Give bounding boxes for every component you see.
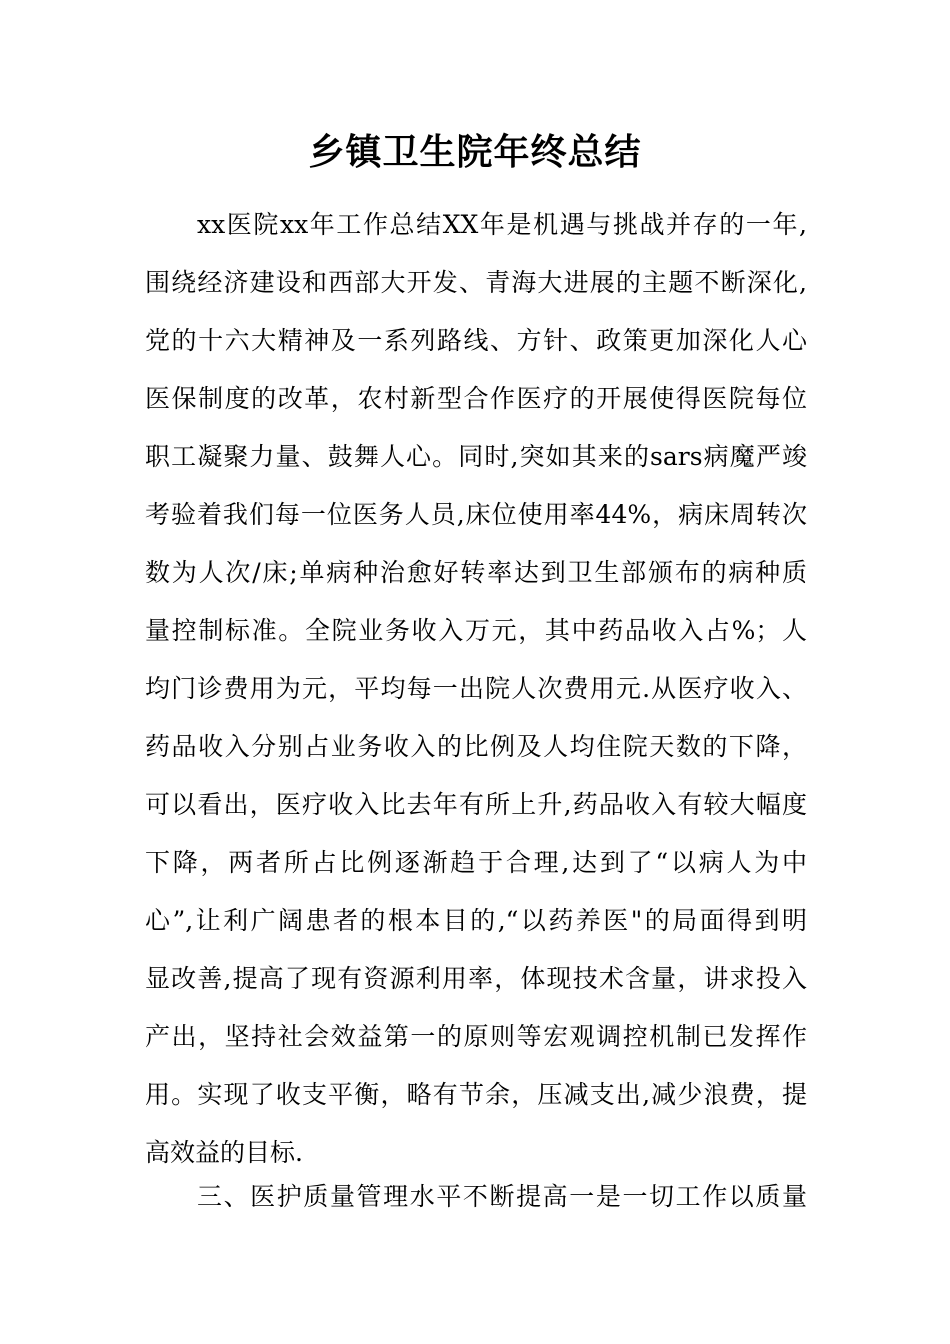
- text-line: 职工凝聚力量、鼓舞人心。同时,突如其来的sars病魔严竣: [145, 442, 807, 471]
- text-line: 党的十六大精神及一系列路线、方针、政策更加深化人心: [145, 326, 807, 355]
- document-title: 乡镇卫生院年终总结: [308, 131, 642, 173]
- text-line: 可以看出，医疗收入比去年有所上升,药品收入有较大幅度: [145, 790, 807, 819]
- text-line: 高效益的目标.: [145, 1138, 303, 1167]
- paragraph-1: [145, 196, 807, 1182]
- text-line: 用。实现了收支平衡，略有节余，压减支出,减少浪费，提: [145, 1080, 807, 1109]
- text-line: 药品收入分别占业务收入的比例及人均住院天数的下降，: [145, 732, 807, 761]
- text-line: 产出，坚持社会效益第一的原则等宏观调控机制已发挥作: [145, 1022, 807, 1051]
- text-line: 围绕经济建设和西部大开发、青海大进展的主题不断深化,: [145, 268, 807, 297]
- text-line: 均门诊费用为元，平均每一出院人次费用元.从医疗收入、: [145, 674, 807, 703]
- text-line: 下降，两者所占比例逐渐趋于合理,达到了“以病人为中: [145, 848, 807, 877]
- text-line: 医保制度的改革，农村新型合作医疗的开展使得医院每位: [145, 384, 807, 413]
- text-line: 三、医护质量管理水平不断提高一是一切工作以质量: [197, 1182, 807, 1211]
- text-line: 数为人次/床;单病种治愈好转率达到卫生部颁布的病种质: [145, 558, 807, 587]
- text-line: 显改善,提高了现有资源利用率，体现技术含量，讲求投入: [145, 964, 807, 993]
- text-line: xx医院xx年工作总结XX年是机遇与挑战并存的一年,: [197, 210, 807, 239]
- text-line: 量控制标准。全院业务收入万元，其中药品收入占%；人: [145, 616, 807, 645]
- text-line: 考验着我们每一位医务人员,床位使用率44%，病床周转次: [145, 500, 807, 529]
- paragraph-2: [145, 1168, 807, 1226]
- text-line: 心”,让利广阔患者的根本目的,“以药养医"的局面得到明: [145, 906, 807, 935]
